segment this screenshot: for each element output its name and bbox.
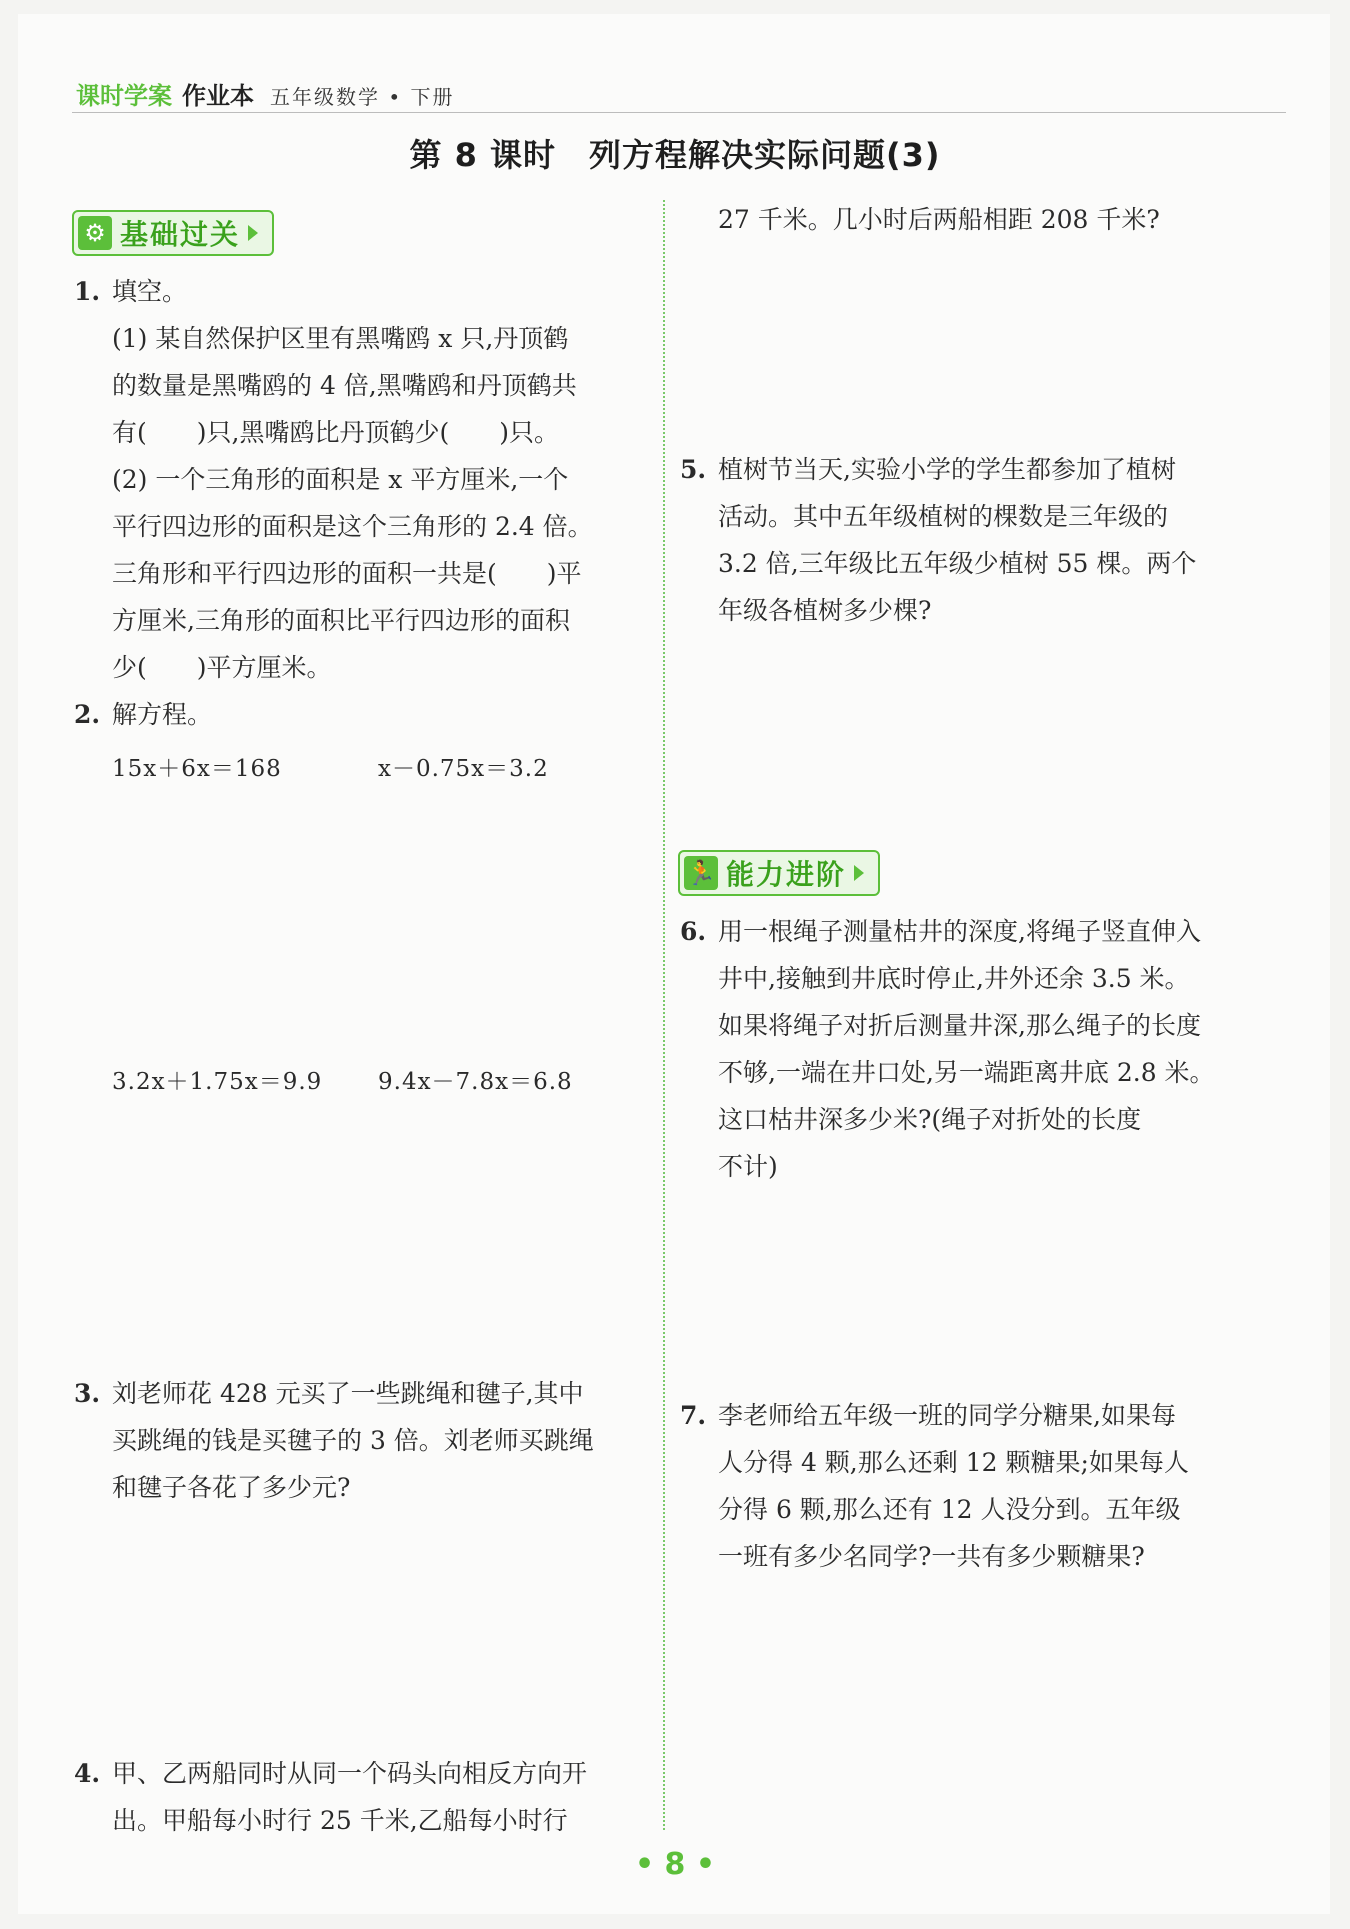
question-text-line: 分得 6 颗,那么还有 12 人没分到。五年级: [718, 1495, 1181, 1524]
question-text-line: 三角形和平行四边形的面积一共是( )平: [112, 559, 582, 588]
question-text-line: 李老师给五年级一班的同学分糖果,如果每: [718, 1401, 1176, 1430]
section-basic-label: 基础过关: [120, 218, 241, 251]
question-text-line: 如果将绳子对折后测量井深,那么绳子的长度: [718, 1011, 1201, 1040]
question-3: [74, 1370, 642, 1511]
equation: 15x＋6x＝168: [112, 756, 282, 782]
column-divider: [663, 200, 665, 1830]
question-text-line: 买跳绳的钱是买毽子的 3 倍。刘老师买跳绳: [112, 1426, 594, 1455]
question-text-line: 植树节当天,实验小学的学生都参加了植树: [718, 455, 1176, 484]
question-text-line: 和毽子各花了多少元?: [112, 1473, 351, 1502]
header-rule: [72, 112, 1286, 113]
question-number: 5.: [680, 455, 707, 484]
equation: x－0.75x＝3.2: [378, 756, 549, 782]
question-text-line: 不计): [718, 1152, 778, 1181]
page-number: • 8 •: [634, 1847, 716, 1882]
section-advanced-header: [678, 850, 880, 896]
question-number: 1.: [74, 277, 101, 306]
question-1: [74, 268, 642, 691]
equation: 9.4x－7.8x＝6.8: [378, 1069, 573, 1095]
question-6: [680, 908, 1258, 1190]
runner-icon: 🏃: [684, 856, 718, 890]
page-header: [76, 76, 455, 111]
question-text-line: 人分得 4 颗,那么还剩 12 颗糖果;如果每人: [718, 1448, 1189, 1477]
question-number: 7.: [680, 1401, 707, 1430]
question-text-line: 活动。其中五年级植树的棵数是三年级的: [718, 502, 1169, 531]
question-text-line: 用一根绳子测量枯井的深度,将绳子竖直伸入: [718, 917, 1201, 946]
question-text-line: 方厘米,三角形的面积比平行四边形的面积: [112, 606, 570, 635]
question-text-line: 井中,接触到井底时停止,井外还余 3.5 米。: [718, 964, 1190, 993]
grade-label: 五年级数学 • 下册: [270, 85, 455, 109]
question-number: 3.: [74, 1379, 101, 1408]
question-text-line: 的数量是黑嘴鸥的 4 倍,黑嘴鸥和丹顶鹤共: [112, 371, 577, 400]
question-2: [74, 691, 642, 738]
question-number: 4.: [74, 1759, 101, 1788]
question-text-line: 甲、乙两船同时从同一个码头向相反方向开: [112, 1759, 588, 1788]
question-text-line: (1) 某自然保护区里有黑嘴鸥 x 只,丹顶鹤: [112, 324, 569, 353]
question-text-line: 平行四边形的面积是这个三角形的 2.4 倍。: [112, 512, 593, 541]
question-text-line: (2) 一个三角形的面积是 x 平方厘米,一个: [112, 465, 569, 494]
question-4: [74, 1750, 642, 1844]
arrow-right-icon: [248, 225, 258, 241]
question-text-line: 这口枯井深多少米?(绳子对折处的长度: [718, 1105, 1142, 1134]
page-title: 第 8 课时 列方程解决实际问题(3): [409, 136, 941, 174]
question-text-line: 有( )只,黑嘴鸥比丹顶鹤少( )只。: [112, 418, 559, 447]
arrow-right-icon: [854, 865, 864, 881]
question-text-line: 年级各植树多少棵?: [718, 596, 932, 625]
question-number: 6.: [680, 917, 707, 946]
question-4-continued: [718, 196, 1258, 243]
question-stem: 解方程。: [112, 700, 213, 729]
question-text-line: 刘老师花 428 元买了一些跳绳和毽子,其中: [112, 1379, 584, 1408]
section-basic-header: [72, 210, 274, 256]
brand-name: 课时学案: [76, 82, 172, 110]
question-text-line: 出。甲船每小时行 25 千米,乙船每小时行: [112, 1806, 568, 1835]
gear-icon: ⚙: [78, 216, 112, 250]
question-5: [680, 446, 1258, 634]
question-text-line: 一班有多少名同学?一共有多少颗糖果?: [718, 1542, 1145, 1571]
question-text-line: 27 千米。几小时后两船相距 208 千米?: [718, 205, 1160, 234]
question-text-line: 不够,一端在井口处,另一端距离井底 2.8 米。: [718, 1058, 1215, 1087]
section-advanced-label: 能力进阶: [726, 858, 847, 891]
question-stem: 填空。: [112, 277, 188, 306]
equation: 3.2x＋1.75x＝9.9: [112, 1069, 323, 1095]
question-text-line: 少( )平方厘米。: [112, 653, 332, 682]
question-number: 2.: [74, 700, 101, 729]
question-text-line: 3.2 倍,三年级比五年级少植树 55 棵。两个: [718, 549, 1197, 578]
question-7: [680, 1392, 1258, 1580]
brand-subname: 作业本: [182, 82, 254, 110]
